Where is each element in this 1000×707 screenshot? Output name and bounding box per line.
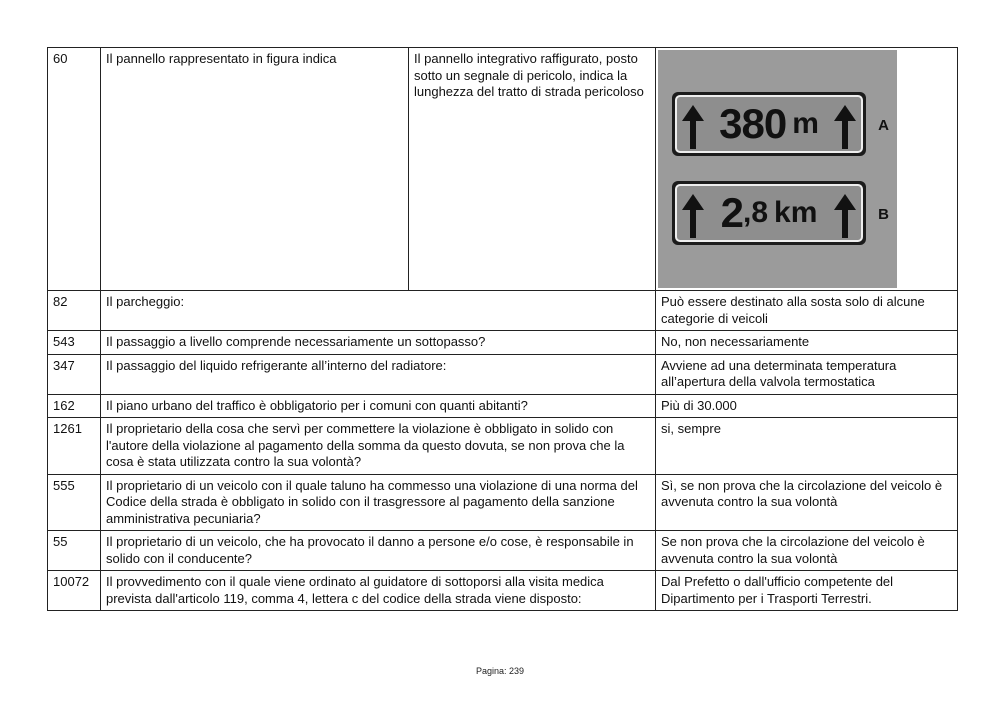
panel-b-value-main: 2 [720, 188, 743, 236]
table-row [48, 418, 958, 475]
question-number: 162 [48, 394, 101, 418]
panel-b [672, 181, 866, 245]
table-row [48, 331, 958, 355]
panel-b-unit: km [774, 195, 818, 229]
answer-text: Se non prova che la circolazione del veicolo è avvenuta contro la sua volontà [656, 531, 958, 571]
panel-a [672, 92, 866, 156]
answer-text: Avviene ad una determinata temperatura all’apertura della valvola termostatica [656, 354, 958, 394]
answer-text: Sì, se non prova che la circolazione del veicolo è avvenuta contro la sua volontà [656, 474, 958, 531]
answer-text: Dal Prefetto o dall'ufficio competente del Dipartimento per i Trasporti Terrestri. [656, 571, 958, 611]
answer-text: Più di 30.000 [656, 394, 958, 418]
table-row [48, 394, 958, 418]
panel-a-letter: A [878, 117, 889, 134]
table-row [48, 354, 958, 394]
table-row [48, 291, 958, 331]
question-number: 1261 [48, 418, 101, 475]
panel-b-letter: B [878, 206, 889, 223]
question-text: Il passaggio del liquido refrigerante all’interno del radiatore: [101, 354, 656, 394]
question-text: Il pannello rappresentato in figura indica [101, 48, 409, 291]
panel-a-value: 380 [719, 99, 787, 147]
question-text: Il proprietario di un veicolo, che ha provocato il danno a persone e/o cose, è responsabile in solido con il conducente? [101, 531, 656, 571]
answer-text: si, sempre [656, 418, 958, 475]
arrow-up-icon [834, 105, 856, 149]
arrow-up-icon [834, 194, 856, 238]
answer-text: Il pannello integrativo raffigurato, posto sotto un segnale di pericolo, indica la lunghezza del tratto di strada pericoloso [409, 48, 656, 291]
table-row [48, 571, 958, 611]
answer-text: Può essere destinato alla sosta solo di alcune categorie di veicoli [656, 291, 958, 331]
question-text: Il passaggio a livello comprende necessariamente un sottopasso? [101, 331, 656, 355]
table-row [48, 531, 958, 571]
question-number: 55 [48, 531, 101, 571]
answer-text: No, non necessariamente [656, 331, 958, 355]
table-row [48, 48, 958, 291]
question-number: 347 [48, 354, 101, 394]
sign-image-cell [656, 48, 958, 291]
question-text: Il proprietario della cosa che servì per commettere la violazione è obbligato in solido con l'autore della violazione al pagamento della somma da questo dovuta, se non prova che la cosa è stata utilizzata contro la sua volontà? [101, 418, 656, 475]
question-number: 10072 [48, 571, 101, 611]
question-number: 82 [48, 291, 101, 331]
question-number: 555 [48, 474, 101, 531]
table-row [48, 474, 958, 531]
question-text: Il parcheggio: [101, 291, 656, 331]
question-text: Il provvedimento con il quale viene ordinato al guidatore di sottoporsi alla visita medica prevista dall'articolo 119, comma 4, lettera c del codice della strada viene disposto: [101, 571, 656, 611]
quiz-table-container [47, 47, 957, 611]
panel-a-unit: m [792, 106, 819, 140]
panel-b-value-rest: ,8 [742, 195, 769, 229]
question-text: Il piano urbano del traffico è obbligatorio per i comuni con quanti abitanti? [101, 394, 656, 418]
quiz-table [47, 47, 958, 611]
question-number: 60 [48, 48, 101, 291]
page-number: Pagina: 239 [475, 666, 525, 676]
question-number: 543 [48, 331, 101, 355]
question-text: Il proprietario di un veicolo con il quale taluno ha commesso una violazione di una norma del Codice della strada è obbligato in solido con il trasgressore al pagamento della sanzione amministrativa pecuniaria? [101, 474, 656, 531]
sign-image [658, 50, 897, 288]
